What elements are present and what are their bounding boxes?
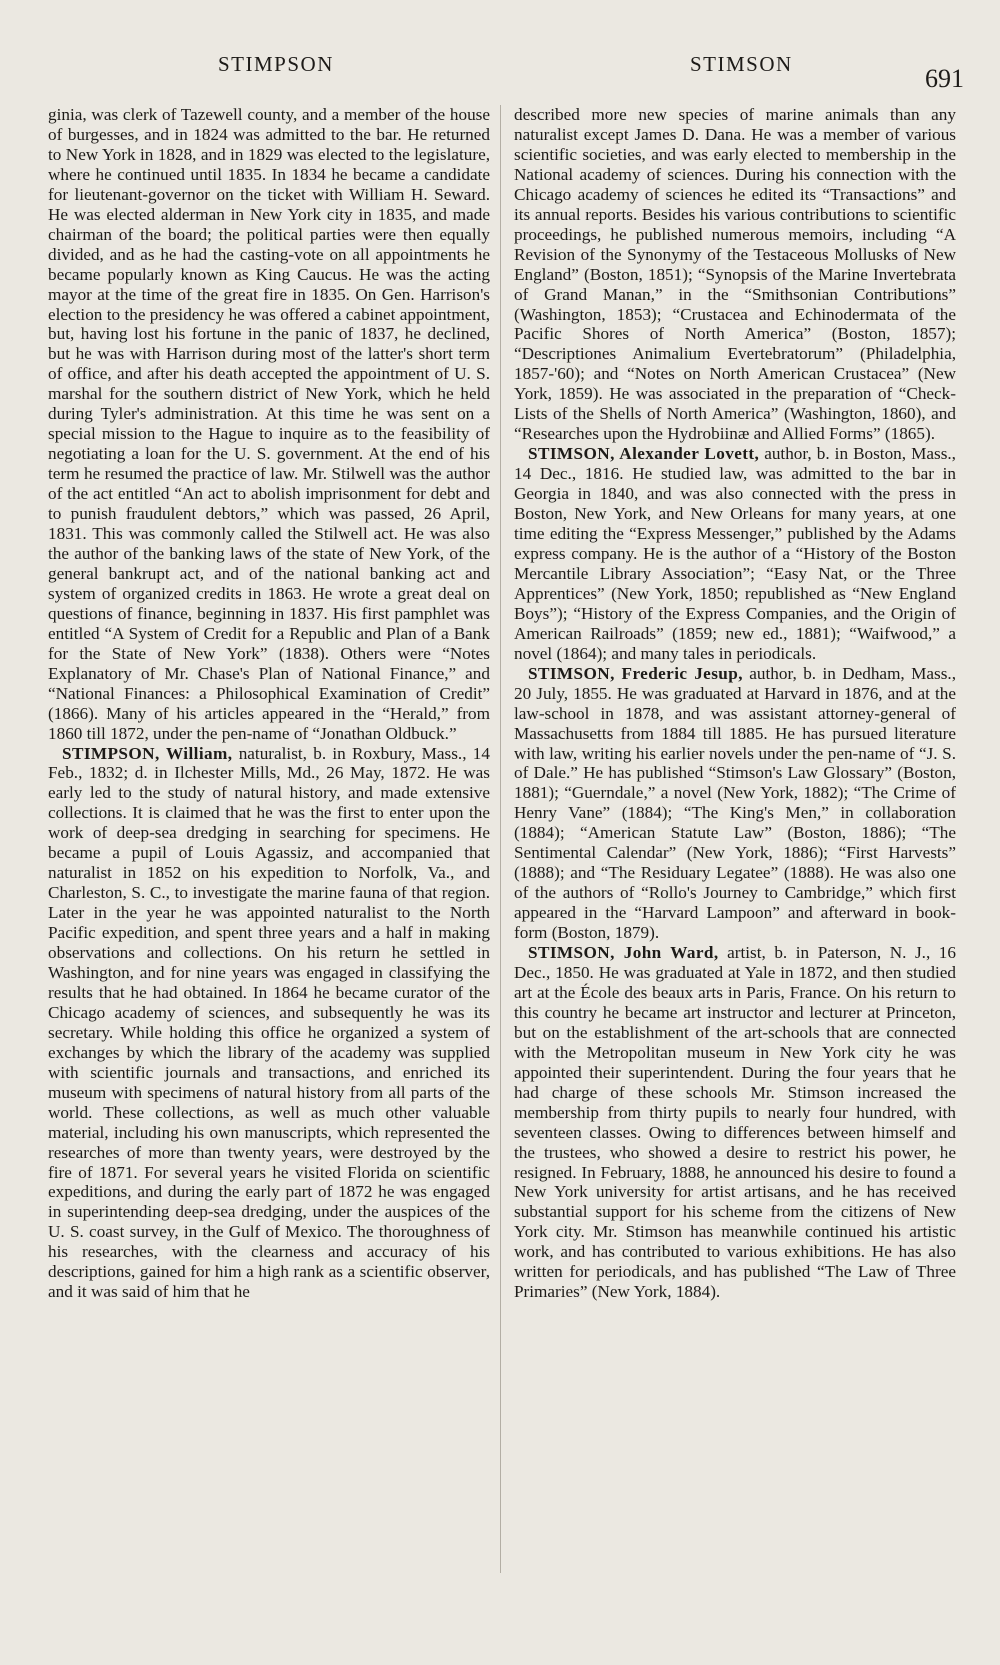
entry-text: author, b. in Dedham, Mass., 20 July, 1855. He was graduated at Harvard in 1876, and at the law-school in 1878, and was assistant attorney-general of Massachusetts from 1884 till 1885. He has pursued literature with law, writing his earlier novels under the pen-name of “J. S. of Dale.” He has published “Stimson's Law Glossary” (Boston, 1881); “Guerndale,” a novel (New York, 1882); “The Crime of Henry Vane” (1884); “The King's Men,” in collaboration (1884); “American Statute Law” (Boston, 1886); “The Sentimental Calendar” (New York, 1886); “First Harvests” (1888); and “The Residuary Legatee” (1888). He was also one of the authors of “Rollo's Journey to Cambridge,” which first appeared in the “Harvard Lampoon” and afterward in book-form (Boston, 1879). (514, 663, 956, 943)
entry-name: STIMSON, John Ward, (528, 943, 719, 963)
entry-stimson-john-ward (514, 943, 956, 1302)
running-head-left: STIMPSON (218, 52, 334, 76)
left-column (48, 105, 490, 1302)
page-number: 691 (925, 64, 964, 93)
column-divider (500, 105, 501, 1573)
entry-text: naturalist, b. in Roxbury, Mass., 14 Feb., 1832; d. in Ilchester Mills, Md., 26 May, 1872. He was early led to the study of natural history, and made extensive collections. It is claimed that he was the first to enter upon the work of deep-sea dredging in searching for specimens. He became a pupil of Louis Agassiz, and accompanied that naturalist in 1852 on his expedition to Norfolk, Va., and Charleston, S. C., to investigate the marine fauna of that region. Later in the year he was appointed naturalist to the North Pacific expedition, and spent three years and a half in making observations and collections. On his return he settled in Washington, and for nine years was engaged in classifying the results that he had obtained. In 1864 he became curator of the Chicago academy of sciences, and subsequently he was its secretary. While holding this office he organized a system of exchanges by which the library of the academy was supplied with scientific journals and transactions, and enriched its museum with specimens of natural history from all parts of the world. These collections, as well as much other valuable material, including his own manuscripts, which represented the researches of more than twenty years, were destroyed by the fire of 1871. For several years he visited Florida on scientific expeditions, and during the early part of 1872 he was engaged in superintending deep-sea dredging, under the auspices of the U. S. coast survey, in the Gulf of Mexico. The thoroughness of his researches, with the clearness and accuracy of his descriptions, gained for him a high rank as a scientific observer, and it was said of him that he (48, 743, 490, 1302)
entry-stimson-alexander-lovett (514, 444, 956, 663)
entry-text: author, b. in Boston, Mass., 14 Dec., 1816. He studied law, was admitted to the bar in Georgia in 1840, and was also connected with the press in Boston, New York, and New Orleans for many years, at one time editing the “Express Messenger,” published by the Adams express company. He is the author of a “History of the Boston Mercantile Library Association”; “Easy Nat, or the Three Apprentices” (New York, 1850; republished as “New England Boys”); “History of the Express Companies, and the Origin of American Railroads” (1859; new ed., 1881); “Waifwood,” a novel (1864); and many tales in periodicals. (514, 444, 956, 663)
entry-stimson-frederic-jesup (514, 664, 956, 943)
entry-stimpson-william (48, 744, 490, 1303)
entry-name: STIMSON, Frederic Jesup, (528, 663, 743, 683)
running-head-right: STIMSON (690, 52, 793, 76)
entry-name: STIMSON, Alexander Lovett, (528, 444, 760, 464)
entry-text: artist, b. in Paterson, N. J., 16 Dec., 1850. He was graduated at Yale in 1872, and then studied art at the École des beaux arts in Paris, France. On his return to this country he became art instructor and lecturer at Princeton, but on the establishment of the art-schools that are connected with the Metropolitan museum in New York city he was appointed their superintendent. During the four years that he had charge of these schools Mr. Stimson increased the membership from thirty pupils to nearly four hundred, with seventeen classes. Owing to differences between himself and the trustees, who showed a desire to restrict his power, he resigned. In February, 1888, he announced his desire to found a New York university for artist artisans, and he has received substantial support for his scheme from the citizens of New York city. Mr. Stimson has meanwhile continued his artistic work, and has contributed to various exhibitions. He has also written for periodicals, and has published “The Law of Three Primaries” (New York, 1884). (514, 943, 956, 1302)
continued-entry-text: described more new species of marine animals than any naturalist except James D. Dana. He was a member of various scientific societies, and was early elected to membership in the National academy of sciences. During his connection with the Chicago academy of sciences he edited its “Transactions” and its annual reports. Besides his various contributions to scientific proceedings, he published numerous memoirs, including “A Revision of the Synonymy of the Testaceous Mollusks of New England” (Boston, 1851); “Synopsis of the Marine Invertebrata of Grand Manan,” in the “Smithsonian Contributions” (Washington, 1853); “Crustacea and Echinodermata of the Pacific Shores of North America” (Boston, 1857); “Descriptiones Animalium Evertebratorum” (Philadelphia, 1857-'60); and “Notes on North American Crustacea” (New York, 1859). He was associated in the preparation of “Check-Lists of the Shells of North America” (Washington, 1860), and “Researches upon the Hydrobiinæ and Allied Forms” (1865). (514, 105, 956, 444)
continued-entry-text: ginia, was clerk of Tazewell county, and a member of the house of burgesses, and in 1824 was admitted to the bar. He returned to New York in 1828, and in 1829 was elected to the legislature, where he continued until 1835. In 1834 he became a candidate for lieutenant-governor on the ticket with William H. Seward. He was elected alderman in New York city in 1835, and made chairman of the board; the political parties were then equally divided, and as he had the casting-vote on all appointments he became popularly known as King Caucus. He was the acting mayor at the time of the great fire in 1835. On Gen. Harrison's election to the presidency he was offered a cabinet appointment, but, having lost his fortune in the panic of 1837, he declined, but he was with Harrison during most of the latter's short term of office, and after his death accepted the appointment of U. S. marshal for the southern district of New York, which he held during Tyler's administration. At this time he was sent on a special mission to the Hague to inquire as to the feasibility of negotiating a loan for the U. S. government. At the end of his term he resumed the practice of law. Mr. Stilwell was the author of the act entitled “An act to abolish imprisonment for debt and to punish fraudulent debtors,” which was passed, 26 April, 1831. This was commonly called the Stilwell act. He was also the author of the banking laws of the state of New York, of the general bankrupt act, and of the national banking act and system of organized credits in 1863. He wrote a great deal on questions of finance, beginning in 1837. His first pamphlet was entitled “A System of Credit for a Republic and Plan of a Bank for the State of New York” (1838). Others were “Notes Explanatory of Mr. Chase's Plan of National Finance,” and “National Finances: a Philosophical Examination of Credit” (1866). Many of his articles appeared in the “Herald,” from 1860 till 1872, under the pen-name of “Jonathan Oldbuck.” (48, 105, 490, 743)
right-column (514, 105, 956, 1302)
entry-name: STIMPSON, William, (62, 743, 233, 763)
